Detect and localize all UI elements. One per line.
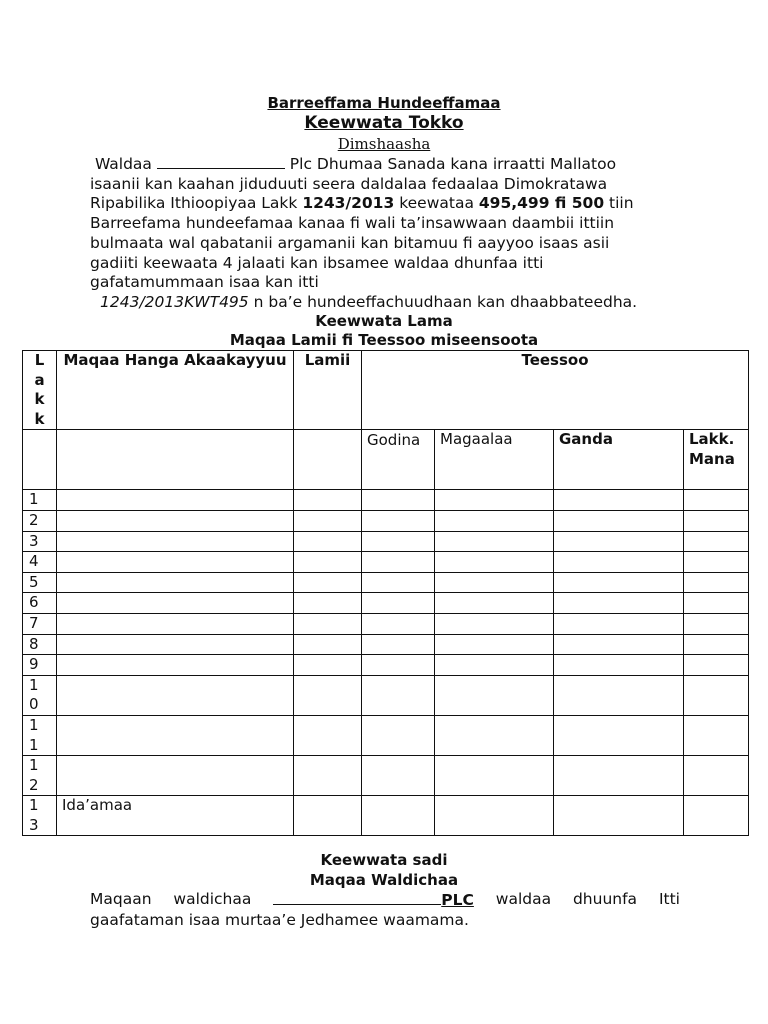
table-cell (554, 715, 684, 755)
table-cell (294, 572, 362, 593)
company-name-line-1: Maqaan waldichaa PLC waldaa dhuunfa Itti (90, 890, 680, 909)
table-cell (554, 510, 684, 531)
row-number-digit: 1 (29, 735, 39, 754)
intro-line-8: 1243/2013KWT495 n ba’e hundeeffachuudhaan kan dhaabbateedha. (100, 292, 638, 311)
table-cell (435, 796, 554, 836)
table-cell (294, 552, 362, 573)
table-cell (435, 531, 554, 552)
section-two-title: Keewwata Lama (315, 312, 453, 330)
subheader-empty-cell (294, 430, 362, 490)
table-cell (294, 634, 362, 655)
section-three-title: Keewwata sadi (320, 851, 448, 869)
intro-line-5: bulmaata wal qabatanii argamanii kan bitamuu fi aayyoo isaas asii (90, 233, 610, 252)
table-cell (294, 593, 362, 614)
subheader-empty-cell (23, 430, 57, 490)
table-row (23, 715, 749, 755)
row-number-cell (23, 531, 57, 552)
row-number-cell (23, 552, 57, 573)
table-cell (57, 634, 294, 655)
table-cell (554, 655, 684, 676)
document-title: Barreeffama Hundeeffamaa (267, 94, 501, 112)
table-cell (554, 572, 684, 593)
intro-paragraph (90, 154, 680, 313)
table-cell (684, 655, 749, 676)
table-cell (57, 715, 294, 755)
row-number-digit: 4 (29, 552, 39, 571)
table-row (23, 613, 749, 634)
company-name-line-2: gaafataman isaa murtaa’e Jedhamee waamama. (90, 910, 469, 929)
table-cell (57, 675, 294, 715)
table-cell (294, 531, 362, 552)
table-row (23, 655, 749, 676)
row-number-digit: 2 (29, 510, 39, 529)
company-name-paragraph (90, 890, 680, 930)
company-name-field (273, 890, 441, 905)
row-number-digit: 1 (29, 756, 39, 775)
table-row (23, 490, 749, 511)
members-table (22, 350, 749, 836)
row-number-cell (23, 593, 57, 614)
table-cell (57, 490, 294, 511)
table-cell (362, 593, 435, 614)
lakk-letter: k (34, 390, 45, 409)
column-header-teessoo: Teessoo (362, 351, 749, 430)
intro-line-6: gadiiti keewaata 4 jalaati kan ibsamee waldaa dhunfaa itti (90, 253, 544, 272)
row-number-digit: 0 (29, 695, 39, 714)
table-cell (435, 655, 554, 676)
row-number-digit: 3 (29, 815, 39, 834)
table-subheader-row (23, 430, 749, 490)
row-number-cell (23, 796, 57, 836)
table-row (23, 675, 749, 715)
lakk-letter: L (34, 351, 45, 369)
row-number-digit: 6 (29, 593, 39, 612)
table-row (23, 796, 749, 836)
table-row (23, 572, 749, 593)
intro-line-4: Barreefama hundeefamaa kanaa fi wali ta’insawwaan daambii ittiin (90, 214, 615, 233)
table-cell (684, 675, 749, 715)
table-cell (362, 634, 435, 655)
table-cell (554, 796, 684, 836)
row-number-cell (23, 572, 57, 593)
lakk-letters (23, 351, 56, 429)
table-cell (684, 490, 749, 511)
table-cell (294, 655, 362, 676)
table-cell (57, 552, 294, 573)
section-one-subtitle: Dimshaasha (337, 135, 431, 153)
table-cell (554, 593, 684, 614)
row-number-digit: 3 (29, 531, 39, 550)
table-row (23, 593, 749, 614)
table-cell (435, 593, 554, 614)
row-number-cell (23, 756, 57, 796)
table-cell (435, 490, 554, 511)
intro-line-2: isaanii kan kaahan jiduduuti seera daldalaa fedaalaa Dimokratawa (90, 174, 608, 193)
row-number-digit: 1 (29, 675, 39, 694)
table-header-row (23, 351, 749, 430)
row-number-digit: 7 (29, 613, 39, 632)
table-cell (554, 634, 684, 655)
table-row (23, 510, 749, 531)
row-number-cell (23, 634, 57, 655)
table-row (23, 634, 749, 655)
section-one-title: Keewwata Tokko (304, 113, 464, 133)
table-cell (362, 531, 435, 552)
row-number-digit: 5 (29, 572, 39, 591)
subheader-ganda: Ganda (554, 430, 684, 490)
intro-line-7: gafatamummaan isaa kan itti (90, 273, 319, 292)
table-cell (362, 613, 435, 634)
table-row (23, 756, 749, 796)
table-cell (294, 796, 362, 836)
table-cell (362, 675, 435, 715)
table-cell (362, 756, 435, 796)
table-cell (57, 655, 294, 676)
total-label-cell: Ida’amaa (57, 796, 294, 836)
column-header-lamii: Lamii (294, 351, 362, 430)
table-cell (294, 613, 362, 634)
table-cell (435, 613, 554, 634)
intro-line-1: Waldaa Plc Dhumaa Sanada kana irraatti Mallatoo (94, 155, 617, 173)
row-number-digit: 1 (29, 715, 39, 734)
table-cell (362, 490, 435, 511)
table-cell (554, 490, 684, 511)
subheader-godina: Godina (362, 430, 435, 490)
table-cell (684, 613, 749, 634)
table-cell (684, 572, 749, 593)
table-cell (294, 490, 362, 511)
row-number-digit: 1 (29, 796, 39, 815)
column-header-maqaa: Maqaa Hanga Akaakayyuu (57, 351, 294, 430)
table-cell (684, 510, 749, 531)
row-number-cell (23, 510, 57, 531)
table-cell (684, 531, 749, 552)
table-cell (57, 510, 294, 531)
table-cell (554, 756, 684, 796)
table-cell (435, 675, 554, 715)
table-cell (57, 531, 294, 552)
table-cell (435, 552, 554, 573)
row-number-digit: 8 (29, 634, 39, 653)
table-cell (435, 715, 554, 755)
subheader-lakk-mana: Lakk. Mana (684, 430, 749, 490)
table-cell (294, 715, 362, 755)
row-number-cell (23, 613, 57, 634)
table-cell (362, 510, 435, 531)
table-cell (554, 675, 684, 715)
intro-line-3: Ripabilika Ithioopiyaa Lakk 1243/2013 keewataa 495,499 fi 500 tiin (90, 194, 634, 213)
table-cell (362, 715, 435, 755)
table-cell (294, 675, 362, 715)
table-cell (57, 756, 294, 796)
row-number-cell (23, 655, 57, 676)
column-header-lakk (23, 351, 57, 430)
table-cell (362, 572, 435, 593)
table-cell (435, 572, 554, 593)
table-cell (57, 593, 294, 614)
table-cell (554, 552, 684, 573)
table-cell (554, 531, 684, 552)
lakk-letter: a (34, 370, 45, 389)
row-number-digit: 1 (29, 490, 39, 509)
section-three-subtitle: Maqaa Waldichaa (309, 871, 459, 889)
table-row (23, 531, 749, 552)
table-cell (435, 510, 554, 531)
table-cell (684, 593, 749, 614)
table-cell (684, 552, 749, 573)
table-cell (435, 756, 554, 796)
company-name-blank (157, 154, 285, 169)
subheader-empty-cell (57, 430, 294, 490)
section-two-subtitle: Maqaa Lamii fi Teessoo miseensoota (229, 331, 539, 349)
table-cell (362, 552, 435, 573)
table-cell (294, 756, 362, 796)
row-number-digit: 2 (29, 775, 39, 794)
table-body (23, 490, 749, 836)
table-cell (684, 715, 749, 755)
table-cell (57, 572, 294, 593)
lakk-letter: k (34, 409, 45, 428)
table-cell (684, 756, 749, 796)
table-cell (435, 634, 554, 655)
table-row (23, 552, 749, 573)
row-number-cell (23, 715, 57, 755)
table-cell (294, 510, 362, 531)
table-cell (684, 634, 749, 655)
table-cell (684, 796, 749, 836)
row-number-cell (23, 675, 57, 715)
row-number-cell (23, 490, 57, 511)
subheader-magaalaa: Magaalaa (435, 430, 554, 490)
table-cell (57, 613, 294, 634)
table-cell (362, 655, 435, 676)
table-cell (554, 613, 684, 634)
row-number-digit: 9 (29, 655, 39, 674)
table-cell (362, 796, 435, 836)
